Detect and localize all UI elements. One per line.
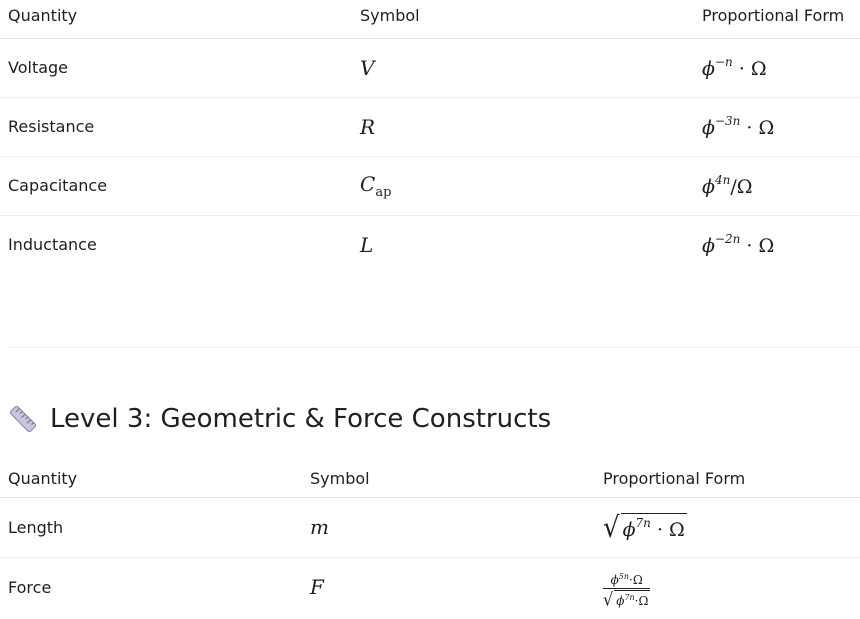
form-rest: · Ω bbox=[732, 58, 767, 80]
numerator: $\phi^{5n}\cdot\Omega$ bbox=[610, 571, 643, 587]
form-base: ϕ bbox=[702, 176, 715, 198]
fraction bbox=[603, 572, 650, 608]
quantity-cell: Voltage bbox=[0, 38, 352, 97]
form-rest: · Ω bbox=[740, 117, 775, 139]
form-base: ϕ bbox=[702, 235, 715, 258]
symbol-cell: L bbox=[360, 232, 374, 257]
form-base: ϕ bbox=[702, 117, 715, 139]
radicand: $\phi^{7n} \cdot \Omega$ bbox=[621, 513, 687, 541]
form-cell bbox=[694, 38, 860, 97]
quantity-cell: Force bbox=[8, 577, 52, 597]
header-quantity: Quantity bbox=[0, 460, 302, 497]
form-rest: · Ω bbox=[740, 235, 775, 258]
form-cell bbox=[694, 97, 860, 156]
geometric-table bbox=[0, 460, 860, 617]
symbol-cell: F bbox=[310, 575, 324, 600]
ruler-icon bbox=[10, 406, 36, 432]
header-symbol: Symbol bbox=[302, 460, 595, 497]
section-heading bbox=[10, 404, 551, 434]
form-base: ϕ bbox=[702, 58, 715, 80]
form-cell bbox=[694, 156, 860, 215]
table-row bbox=[0, 215, 860, 274]
denominator bbox=[603, 588, 650, 608]
header-proportional-form: Proportional Form bbox=[694, 0, 860, 38]
square-root bbox=[603, 511, 687, 545]
table-row bbox=[0, 156, 860, 215]
form-cell bbox=[694, 215, 860, 274]
form-cell bbox=[595, 557, 860, 617]
section-title: Level 3: Geometric & Force Constructs bbox=[50, 404, 552, 434]
radical-sign: √ bbox=[603, 588, 614, 610]
quantity-cell: Length bbox=[0, 497, 302, 557]
table-header-row bbox=[0, 0, 860, 38]
form-exponent: −2n bbox=[714, 232, 741, 247]
form-exponent: −n bbox=[714, 55, 733, 69]
symbol-cell: m bbox=[302, 497, 595, 557]
quantity-cell: Inductance bbox=[8, 235, 97, 255]
header-proportional-form: Proportional Form bbox=[595, 460, 860, 497]
form-cell bbox=[595, 497, 860, 557]
symbol-cell: V bbox=[352, 38, 694, 97]
symbol-main: C bbox=[360, 171, 376, 196]
quantity-cell: Resistance bbox=[0, 97, 352, 156]
table-row bbox=[0, 497, 860, 557]
form-rest: /Ω bbox=[730, 176, 753, 198]
form-exponent: −3n bbox=[714, 114, 741, 128]
section-divider bbox=[8, 347, 860, 348]
table-row bbox=[0, 38, 860, 97]
header-quantity: Quantity bbox=[0, 0, 352, 38]
symbol-cell: R bbox=[352, 97, 694, 156]
quantity-cell: Capacitance bbox=[0, 156, 352, 215]
radicand: $\phi^{7n}\cdot\Omega$ bbox=[614, 590, 650, 608]
radical-sign: √ bbox=[603, 511, 620, 545]
header-symbol: Symbol bbox=[352, 0, 694, 38]
table-row bbox=[0, 557, 860, 617]
table-row bbox=[0, 97, 860, 156]
table-header-row bbox=[0, 460, 860, 497]
symbol-subscript: ap bbox=[375, 184, 392, 200]
form-exponent: 4n bbox=[714, 173, 731, 187]
electrical-table bbox=[0, 0, 860, 274]
symbol-cell bbox=[352, 156, 694, 215]
